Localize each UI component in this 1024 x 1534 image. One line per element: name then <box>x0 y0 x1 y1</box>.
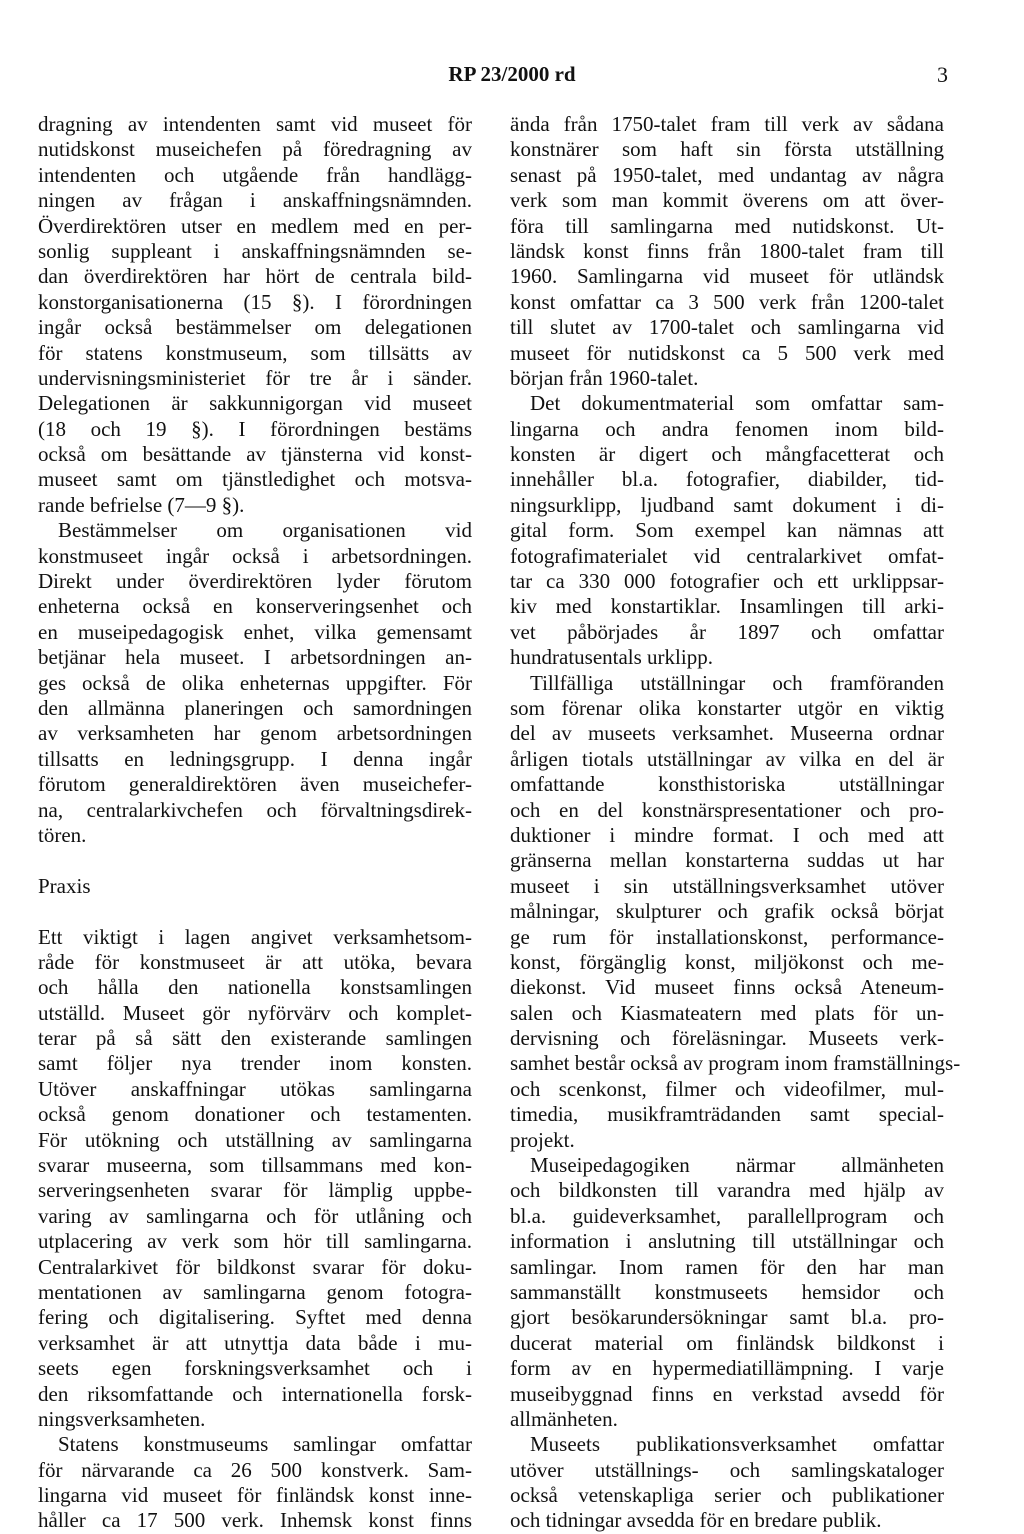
text-line: också om besättande av tjänsterna vid konst- <box>38 442 472 467</box>
text-line: förutom generaldirektören även museichefer- <box>38 772 472 797</box>
paragraph <box>510 670 961 1153</box>
page-number: 3 <box>937 62 948 87</box>
text-line: allmänheten. <box>510 1406 618 1431</box>
section-gap <box>38 848 472 873</box>
text-line: dragning av intendenten samt vid museet för <box>38 112 472 136</box>
text-line: början från 1960-talet. <box>510 365 699 390</box>
text-line: na, centralarkivchefen och förvaltningsdirek- <box>38 797 472 822</box>
text-line: undervisningsministeriet för tre år i sänder. <box>38 365 472 390</box>
text-line: den allmänna planeringen och samordningen <box>38 695 472 720</box>
text-line: intendenten och utgående från handlägg- <box>38 162 472 187</box>
text-line: Tillfälliga utställningar och framföranden <box>530 670 944 695</box>
text-line: som förenar olika konstarter utgör en viktig <box>510 695 944 720</box>
text-line: fering och digitalisering. Syftet med denna <box>38 1305 472 1330</box>
text-line: ningsurklipp, ljudband samt dokument i di- <box>510 492 944 517</box>
text-line: museet samt om tjänstledighet och motsva- <box>38 467 472 492</box>
text-line: ge rum för installationskonst, performance- <box>510 924 944 949</box>
text-line: ges också de olika enheternas uppgifter. För <box>38 670 472 695</box>
text-line: en museipedagogisk enhet, vilka gemensamt <box>38 619 472 644</box>
page-header-title: RP 23/2000 rd <box>448 62 576 86</box>
text-line: duktioner i mindre format. I och med att <box>510 822 944 847</box>
text-line: dervisning och föreläsningar. Museets verk- <box>510 1026 944 1051</box>
left-column <box>38 112 472 1534</box>
text-line: terar på så sätt den existerande samlingen <box>38 1026 472 1051</box>
text-line: del av museets verksamhet. Museerna ordnar <box>510 721 944 746</box>
text-line: också vetenskapliga serier och publikationer <box>510 1483 944 1508</box>
text-line: för statens konstmuseum, som tillsätts av <box>38 340 472 365</box>
text-line: fotografimaterialet vid centralarkivet omfat- <box>510 543 944 568</box>
text-line: timedia, musikframträdanden samt special- <box>510 1102 944 1127</box>
text-line: lingarna och andra fenomen inom bild- <box>510 416 944 441</box>
text-line: håller ca 17 500 verk. Inhemsk konst finns <box>38 1508 472 1533</box>
text-line: samlingar. Inom ramen för den har man <box>510 1254 944 1279</box>
text-line: för närvarande ca 26 500 konstverk. Sam- <box>38 1457 472 1482</box>
text-line: konst omfattar ca 3 500 verk från 1200-talet <box>510 289 944 314</box>
paragraph <box>38 112 472 518</box>
text-line: senast på 1950-talet, med undantag av några <box>510 162 944 187</box>
text-line: den riksomfattande och internationella forsk- <box>38 1381 472 1406</box>
text-line: ducerat material om finländsk bildkonst i <box>510 1330 944 1355</box>
text-line: museibyggnad finns en verkstad avsedd för <box>510 1381 944 1406</box>
text-line: ningsverksamheten. <box>38 1406 206 1431</box>
text-line: målningar, skulpturer och grafik också börjat <box>510 899 944 924</box>
text-line: enheterna också en konserveringsenhet och <box>38 594 472 619</box>
text-line: lingarna vid museet för finländsk konst inne- <box>38 1483 472 1508</box>
section-heading: Praxis <box>38 873 91 898</box>
text-line: nutidskonst museichefen på föredragning av <box>38 137 472 162</box>
text-line: Utöver anskaffningar utökas samlingarna <box>38 1076 472 1101</box>
text-line: verksamhet är att utnyttja data både i mu- <box>38 1330 472 1355</box>
text-line: utplacering av verk som hör till samlingarna. <box>38 1229 472 1254</box>
text-line: serveringsenheten svarar för lämplig uppbe- <box>38 1178 472 1203</box>
text-line: ingår också bestämmelser om delegationen <box>38 315 472 340</box>
text-line: Överdirektören utser en medlem med en per- <box>38 213 472 238</box>
text-line: diekonst. Vid museet finns också Ateneum- <box>510 975 944 1000</box>
text-line: museet för nutidskonst ca 5 500 verk med <box>510 340 944 365</box>
text-line: vet påbörjades år 1897 och omfattar <box>510 619 944 644</box>
text-line: Bestämmelser om organisationen vid <box>58 518 472 543</box>
text-line: mentationen av samlingarna genom fotogra- <box>38 1279 472 1304</box>
text-line: gränserna mellan konstarterna suddas ut har <box>510 848 944 873</box>
text-line: och en del konstnärspresentationer och pro- <box>510 797 944 822</box>
paragraph <box>510 391 944 670</box>
text-line: och hålla den nationella konstsamlingen <box>38 975 472 1000</box>
text-line: projekt. <box>510 1127 575 1152</box>
text-line: Det dokumentmaterial som omfattar sam- <box>530 391 944 416</box>
text-line: dan överdirektören har hört de centrala bild- <box>38 264 472 289</box>
text-line: samhet består också av program inom framställnings- <box>510 1051 961 1076</box>
text-line: av verksamheten har genom arbetsordningen <box>38 721 472 746</box>
paragraph <box>38 925 472 1433</box>
text-line: och scenkonst, filmer och videofilmer, mul- <box>510 1076 944 1101</box>
text-line: Centralarkivet för bildkonst svarar för doku- <box>38 1254 472 1279</box>
text-line: Statens konstmuseums samlingar omfattar <box>58 1432 472 1457</box>
paragraph <box>38 1432 472 1534</box>
text-line: bl.a. guideverksamhet, parallellprogram och <box>510 1203 944 1228</box>
text-line: också genom donationer och testamenten. <box>38 1102 472 1127</box>
text-line: tar ca 330 000 fotografier och ett urklippsar- <box>510 569 944 594</box>
text-line: Museipedagogiken närmar allmänheten <box>530 1153 944 1178</box>
text-line: sammanställt konstmuseets hemsidor och <box>510 1279 944 1304</box>
text-line: (18 och 19 §). I förordningen bestäms <box>38 416 472 441</box>
text-line: form av en hypermediatillämpning. I varje <box>510 1356 944 1381</box>
text-line: museet i sin utställningsverksamhet utöver <box>510 873 944 898</box>
text-line: gital form. Som exempel kan nämnas att <box>510 518 944 543</box>
text-line: utställd. Museet gör nyförvärv och komplet- <box>38 1000 472 1025</box>
text-line: betjänar hela museet. I arbetsordningen an- <box>38 645 472 670</box>
text-line: omfattande konsthistoriska utställningar <box>510 772 944 797</box>
text-line: ända från 1750-talet fram till verk av sådana <box>510 112 944 136</box>
text-line: tören. <box>38 822 87 847</box>
text-line: hundratusentals urklipp. <box>510 645 713 670</box>
text-line: konsten är digert och mångfacetterat och <box>510 442 944 467</box>
text-line: och bildkonsten till varandra med hjälp av <box>510 1178 944 1203</box>
text-line: konstnärer som haft sin första utställning <box>510 137 944 162</box>
text-line: Delegationen är sakkunnigorgan vid museet <box>38 391 472 416</box>
text-line: samt följer nya trender inom konsten. <box>38 1051 472 1076</box>
text-line: För utökning och utställning av samlingarna <box>38 1127 472 1152</box>
text-line: tillsatts en ledningsgrupp. I denna ingår <box>38 746 472 771</box>
text-line: Museets publikationsverksamhet omfattar <box>530 1432 944 1457</box>
text-line: konstorganisationerna (15 §). I förordningen <box>38 289 472 314</box>
section-gap <box>38 899 472 924</box>
text-line: och tidningar avsedda för en bredare publik. <box>510 1508 882 1533</box>
text-line: verk som man kommit överens om att över- <box>510 188 944 213</box>
text-line: sonlig suppleant i anskaffningsnämnden se- <box>38 238 472 263</box>
text-line: varing av samlingarna och för utlåning och <box>38 1203 472 1228</box>
text-line: ningen av frågan i anskaffningsnämnden. <box>38 188 472 213</box>
paragraph <box>510 1432 944 1534</box>
text-line: föra till samlingarna med nutidskonst. Ut- <box>510 213 944 238</box>
text-line: konstmuseet ingår också i arbetsordningen. <box>38 543 472 568</box>
text-line: ländsk konst finns från 1800-talet fram till <box>510 238 944 263</box>
text-line: seets egen forskningsverksamhet och i <box>38 1356 472 1381</box>
text-line: innehåller bl.a. fotografier, diabilder, tid- <box>510 467 944 492</box>
text-line: salen och Kiasmateatern med plats för un- <box>510 1000 944 1025</box>
text-line: svarar museerna, som tillsammans med kon- <box>38 1153 472 1178</box>
text-line: Direkt under överdirektören lyder förutom <box>38 569 472 594</box>
paragraph <box>510 1153 944 1432</box>
text-line: konst, förgänglig konst, miljökonst och me- <box>510 949 944 974</box>
text-line: till slutet av 1700-talet och samlingarna vid <box>510 315 944 340</box>
text-line: information i anslutning till utställningar och <box>510 1229 944 1254</box>
text-line: kiv med konstartiklar. Insamlingen till arki- <box>510 594 944 619</box>
text-line: råde för konstmuseet är att utöka, bevara <box>38 949 472 974</box>
text-line: årligen tiotals utställningar av vilka en del är <box>510 746 944 771</box>
text-line: utöver utställnings- och samlingskataloger <box>510 1457 944 1482</box>
text-line: rande befrielse (7—9 §). <box>38 492 245 517</box>
text-line: gjort besökarundersökningar samt bl.a. pro- <box>510 1305 944 1330</box>
paragraph <box>38 518 472 848</box>
paragraph <box>510 112 944 391</box>
text-line: Ett viktigt i lagen angivet verksamhetsom- <box>38 924 472 949</box>
text-line: 1960. Samlingarna vid museet för utländsk <box>510 264 944 289</box>
right-column <box>510 112 961 1534</box>
